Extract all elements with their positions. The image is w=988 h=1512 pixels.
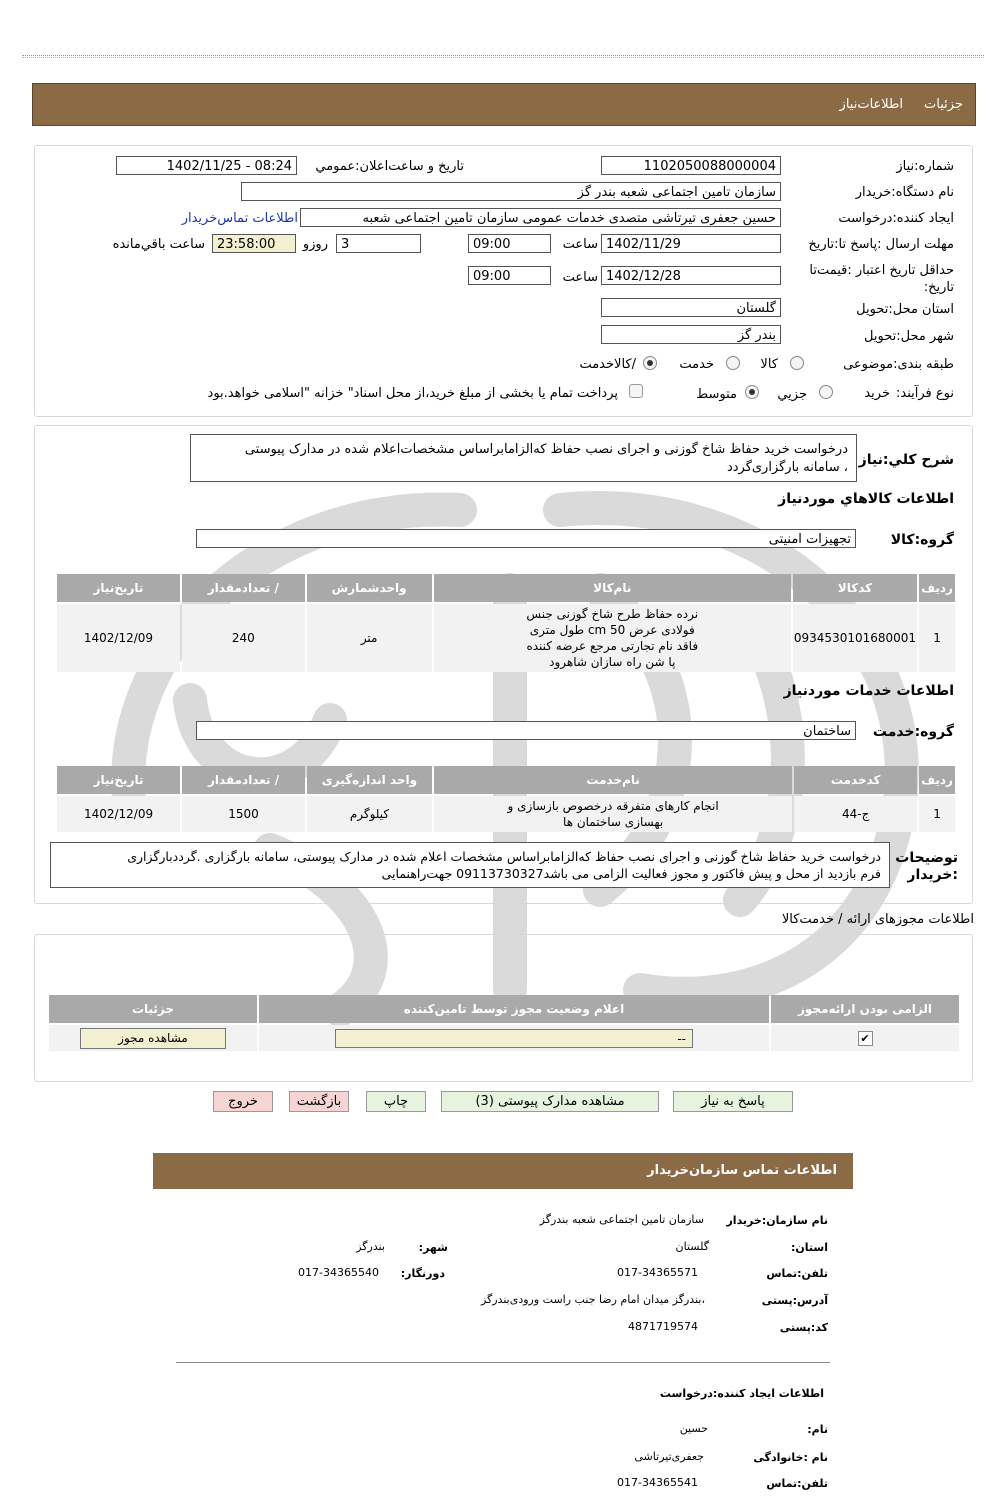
contact-address-label: آدرس:پستی: [761, 1294, 828, 1307]
creator-name-value: حسین: [679, 1422, 708, 1435]
contact-divider: [176, 1362, 830, 1363]
contact-city-value: بندرگز: [356, 1240, 385, 1253]
goods-row-name-line1: نرده حفاظ طرح شاخ گوزنی جنس: [526, 607, 699, 621]
service-group-label: گروه:خدمت: [872, 724, 954, 740]
service-row-name-line2: بهسازی ساختمان ها: [563, 815, 664, 829]
goods-group-field: تجهیزات امنیتی: [196, 529, 856, 548]
permits-table-header: [49, 995, 959, 1023]
category-goods-radio[interactable]: [790, 356, 804, 370]
goods-table-header: [57, 574, 955, 602]
back-button[interactable]: بازگشت: [289, 1091, 349, 1112]
deadline-time-field: 09:00: [468, 234, 551, 253]
page-header: [32, 83, 976, 126]
service-row-code: ج-44: [794, 796, 917, 832]
tab-need-info[interactable]: اطلاعات‌نیاز: [839, 97, 903, 112]
contact-fax-value: 017-34365540: [298, 1266, 379, 1279]
service-table: [55, 764, 957, 834]
service-row-unit: کیلوگرم: [307, 796, 432, 832]
summary-label: شرح کلي:نیاز: [858, 452, 954, 468]
announce-label: تاریخ و ساعت‌اعلان:عمومي: [315, 159, 464, 174]
permits-status-cell: [259, 1025, 769, 1051]
validity-date-field: 1402/12/28: [601, 266, 781, 285]
service-col-date: تاریخ‌نیاز: [57, 766, 180, 794]
contact-postal-value: 4871719574: [628, 1320, 698, 1333]
goods-col-unit: واحدشمارش: [307, 574, 432, 602]
contact-postal-label: کد:پستی: [779, 1321, 828, 1334]
contact-org-label: نام سازمان:خریدار: [726, 1214, 828, 1227]
deadline-label: مهلت ارسال :پاسخ تا:تاریخ: [808, 237, 954, 252]
service-row-name-line1: انجام کارهای متفرقه درخصوص بازسازی و: [507, 799, 719, 813]
goods-row-code: 0934530101680001: [793, 604, 917, 672]
days-field: 3: [336, 234, 421, 253]
service-row-name: [434, 796, 792, 832]
reply-button[interactable]: پاسخ به نیاز: [673, 1091, 793, 1112]
process-label: نوع فرآیند:: [896, 386, 954, 401]
validity-time-field: 09:00: [468, 266, 551, 285]
buyer-notes-label: توضیحات :خریدار: [895, 850, 958, 883]
province-field: گلستان: [601, 298, 781, 317]
goods-col-date: تاریخ‌نیاز: [57, 574, 180, 602]
validity-label: حداقل تاریخ اعتبار :قیمت‌تا تاریخ:: [809, 263, 954, 295]
buyer-contact-title: اطلاعات تماس سازمان‌خریدار: [647, 1163, 837, 1178]
permit-status-field: --: [335, 1029, 693, 1048]
goods-col-code: کدکالا: [793, 574, 917, 602]
service-col-name: نام‌خدمت: [434, 766, 792, 794]
province-label: استان محل:تحویل: [856, 302, 954, 317]
creator-label: ایجاد کننده:درخواست: [838, 211, 954, 226]
top-divider: [22, 55, 984, 56]
creator-phone-label: تلفن:تماس: [766, 1477, 828, 1490]
buyer-contact-link[interactable]: اطلاعات تماس‌خریدار: [181, 211, 298, 226]
permits-col-details: جزئیات: [49, 995, 257, 1023]
city-field: بندر گز: [601, 325, 781, 344]
service-row-qty: 1500: [182, 796, 305, 832]
goods-row-qty: 240: [182, 604, 305, 672]
category-label: طبقه بندی:موضوعی: [843, 357, 954, 372]
table-row: [49, 1025, 959, 1051]
buyer-notes-line2: فرم بازدید از محل و پیش فاکتور و مجوز فعالیت الزامی می باشد09113730327 جهت‌راهنمایی: [381, 866, 881, 881]
remaining-time-field: 23:58:00: [212, 234, 296, 253]
goods-row-unit: متر: [307, 604, 432, 672]
process-medium-label: متوسط: [696, 387, 737, 402]
permit-required-checkbox: ✔: [858, 1031, 873, 1046]
contact-phone-value: 017-34365571: [617, 1266, 698, 1279]
exit-button[interactable]: خروج: [213, 1091, 273, 1112]
buyer-notes-line1: درخواست خرید حفاظ شاخ گوزنی و اجرای نصب حفاظ که‌الزاما‌براساس مشخصات اعلام شده در مدارک پیوستی، سامانه بارگزاری .گرددبارگزاری: [127, 849, 881, 864]
buyer-contact-header: [153, 1153, 853, 1189]
goods-row-name: [434, 604, 791, 672]
process-partial-label: جزیي: [777, 387, 807, 402]
contact-phone-label: تلفن:تماس: [766, 1267, 828, 1280]
deadline-hour-label: ساعت: [562, 237, 598, 252]
creator-phone-value: 017-34365541: [617, 1476, 698, 1489]
process-partial-radio[interactable]: [819, 385, 833, 399]
days-label: روزو: [302, 237, 328, 252]
goods-col-qty: / تعدادمقدار: [182, 574, 305, 602]
view-permit-button[interactable]: مشاهده مجوز: [80, 1028, 226, 1049]
permits-details-cell: [49, 1025, 257, 1051]
summary-text-box: [190, 434, 857, 482]
category-both-radio[interactable]: [643, 356, 657, 370]
buyer-org-label: نام دستگاه:خریدار: [855, 185, 954, 200]
summary-text-line1: درخواست خرید حفاظ شاخ گوزنی و اجرای نصب حفاظ که‌الزاما‌براساس مشخصات‌اعلام شده در مدارک پیوستی: [244, 442, 848, 457]
goods-row-date: 1402/12/09: [57, 604, 180, 672]
goods-row-name-line4: پا شن راه سازان شاهرود: [549, 655, 676, 669]
goods-col-name: نام‌کالا: [434, 574, 791, 602]
creator-field: حسین جعفری تیرتاشی متصدی خدمات عمومی سازمان تامین اجتماعی شعبه: [300, 208, 781, 227]
treasury-payment-note: پرداخت تمام یا بخشی از مبلغ خرید،از محل اسناد" خزانه "اسلامی خواهد.بود: [207, 386, 618, 401]
view-attachments-button[interactable]: مشاهده مدارک پیوستی (3): [441, 1091, 659, 1112]
goods-section-title: اطلاعات کالاهاي موردنیاز: [778, 491, 954, 507]
service-table-header: [57, 766, 955, 794]
category-goods-label: کالا: [760, 357, 778, 372]
contact-province-value: گلستان: [675, 1240, 709, 1253]
deadline-date-field: 1402/11/29: [601, 234, 781, 253]
services-section-title: اطلاعات خدمات موردنیاز: [783, 683, 954, 699]
need-number-field: 1102050088000004: [601, 156, 781, 175]
print-button[interactable]: چاپ: [366, 1091, 426, 1112]
creator-name-label: نام:: [807, 1423, 828, 1436]
treasury-payment-checkbox[interactable]: [629, 384, 643, 398]
table-row: [57, 796, 955, 832]
goods-row-index: 1: [919, 604, 955, 672]
category-service-label: خدمت: [679, 357, 714, 372]
tab-details[interactable]: جزئیات: [924, 97, 963, 112]
creator-family-value: جعفری‌تیرتاشی: [634, 1450, 704, 1463]
contact-city-label: شهر:: [418, 1241, 448, 1254]
goods-row-name-line2: فولادی عرض cm 50 طول متری: [529, 623, 695, 637]
goods-col-index: ردیف: [919, 574, 955, 602]
remaining-label: ساعت باقي‌مانده: [112, 237, 205, 252]
goods-row-name-line3: فاقد نام تجارتی مرجع عرضه کننده: [526, 639, 699, 653]
buyer-org-field: سازمان تامین اجتماعی شعبه بندر گز: [241, 182, 781, 201]
service-row-index: 1: [919, 796, 955, 832]
permits-col-required: الزامی بودن ارائه‌مجوز: [771, 995, 959, 1023]
contact-fax-label: دورنگار:: [400, 1267, 445, 1280]
validity-hour-label: ساعت: [562, 270, 598, 285]
service-col-code: کدخدمت: [794, 766, 917, 794]
permits-table: [47, 993, 961, 1053]
service-group-field: ساختمان: [196, 721, 856, 740]
process-medium-radio[interactable]: [745, 385, 759, 399]
service-col-qty: / تعدادمقدار: [182, 766, 305, 794]
permits-col-status: اعلام وضعیت مجوز توسط تامین‌کننده: [259, 995, 769, 1023]
buyer-notes-box: [50, 842, 890, 888]
top-divider-2: [22, 57, 984, 58]
city-label: شهر محل:تحویل: [864, 329, 954, 344]
service-row-date: 1402/12/09: [57, 796, 180, 832]
permits-required-cell: [771, 1025, 959, 1051]
summary-text-line2: ، سامانه بارگزاری‌گردد: [726, 460, 848, 475]
contact-province-label: استان:: [791, 1241, 828, 1254]
contact-org-value: سازمان تامین اجتماعی شعبه بندرگز: [539, 1213, 704, 1226]
creator-info-title: اطلاعات ایجاد کننده:درخواست: [659, 1387, 824, 1400]
category-both-label: /کالاخدمت: [579, 357, 636, 372]
service-col-unit: واحد اندازه‌گیری: [307, 766, 432, 794]
process-buy-label: خرید: [864, 386, 890, 401]
goods-table: [55, 572, 957, 674]
service-col-index: ردیف: [919, 766, 955, 794]
need-number-label: شماره:نیاز: [896, 159, 954, 174]
contact-address-value: ،بندرگز میدان امام رضا جنب راست ورودی‌بندرگز: [480, 1293, 705, 1306]
permits-title: اطلاعات مجوزهای ارائه / خدمت‌کالا: [781, 912, 974, 927]
announce-datetime-field: 1402/11/25 - 08:24: [116, 156, 297, 175]
category-service-radio[interactable]: [726, 356, 740, 370]
goods-group-label: گروه:کالا: [890, 532, 954, 548]
table-row: [57, 604, 955, 672]
creator-family-label: نام :خانوادگی: [753, 1451, 828, 1464]
